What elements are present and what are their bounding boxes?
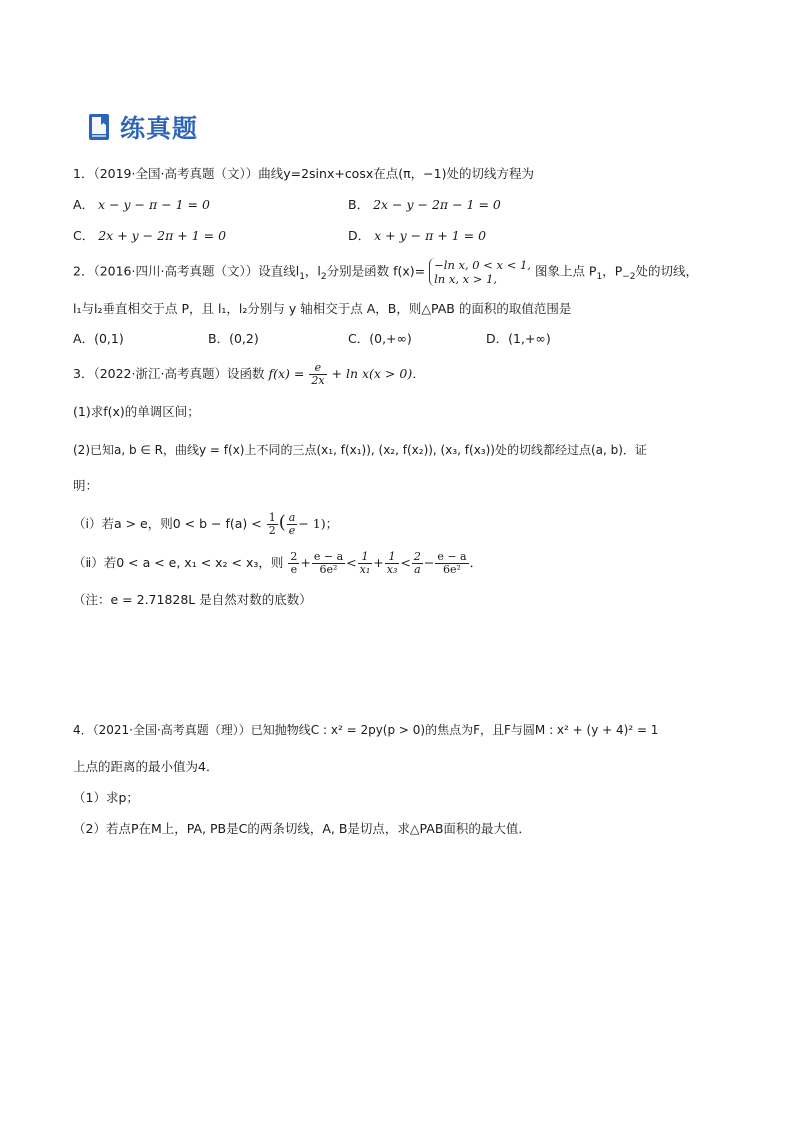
q1-option-c[interactable] (73, 228, 226, 244)
option-label: D． (348, 228, 371, 243)
section-title: 练真题 (120, 114, 199, 143)
denominator: e (290, 563, 298, 576)
numerator: e − a (313, 550, 344, 563)
numerator: 1 (268, 511, 276, 524)
q2-text: ，P (602, 263, 623, 279)
denominator: 6e² (319, 563, 338, 576)
q2-option-d[interactable] (486, 331, 551, 347)
numerator: 2 (290, 550, 298, 563)
option-expr: x − y − π − 1 = 0 (98, 197, 210, 212)
func-rhs: + ln x(x > 0)． (331, 366, 425, 381)
paren: ( (278, 512, 286, 533)
denominator: 2 (268, 524, 276, 537)
option-expr: 2x − y − 2π − 1 = 0 (373, 197, 501, 212)
subscript: 1 (596, 272, 603, 282)
denominator: 2x (311, 374, 325, 387)
q3-part-2: (2)已知a, b ∈ R，曲线y = f(x)上不同的三点(x₁, f(x₁)), (x₂, f(x₂)), (x₃, f(x₃))处的切线都经过点(a, b)．证 (73, 443, 647, 457)
fraction (287, 512, 298, 537)
numerator: 1 (385, 551, 400, 564)
option-label: B． (348, 197, 370, 212)
fraction (312, 551, 345, 576)
numerator: a (288, 511, 296, 524)
denominator: x₃ (386, 563, 398, 576)
q2-text: 2．（2016·四川·高考真题（文））设直线l (73, 263, 300, 279)
numerator: e (309, 362, 326, 375)
q3-part-1: (1)求f(x)的单调区间； (73, 404, 200, 419)
piecewise-function (429, 258, 531, 286)
fraction (309, 362, 326, 387)
q2-option-b[interactable] (208, 331, 259, 347)
option-label: C． (348, 331, 370, 346)
fraction (385, 551, 400, 576)
fraction (288, 551, 299, 576)
q1-option-a[interactable] (73, 197, 210, 213)
piece-2: ln x, x > 1, (434, 272, 498, 286)
option-label: A． (73, 331, 95, 346)
q4-part-2: （2）若点P在M上，PA, PB是C的两条切线，A, B是切点，求△PAB面积的最大值． (73, 821, 531, 836)
func-lhs: f(x) = (268, 366, 305, 381)
q2-text: 处的切线， (635, 263, 699, 279)
subscript: 2 (320, 272, 327, 282)
q2-text: ，l (304, 263, 321, 279)
q1-option-b[interactable] (348, 197, 501, 213)
option-label: D． (486, 331, 509, 346)
q3-text: ． (469, 555, 483, 570)
numerator: e − a (437, 550, 467, 563)
q2-text: 图象上点 P (534, 263, 597, 279)
q4-part-1: （1）求p； (73, 790, 139, 805)
denominator: e (288, 524, 296, 537)
option-expr: (0,+∞) (369, 331, 412, 346)
q3-text: （ⅱ）若0 < a < e, x₁ < x₂ < x₃，则 (73, 555, 284, 570)
fraction (435, 551, 468, 576)
q3-note: （注：e = 2.71828L 是自然对数的底数） (73, 592, 312, 607)
option-expr: x + y − π + 1 = 0 (374, 228, 487, 243)
subscript: 1 (299, 272, 305, 282)
fraction (358, 551, 373, 576)
operator: + (373, 555, 384, 570)
option-label: A． (73, 197, 95, 212)
q3-sub-ii (73, 548, 482, 578)
operator: < (346, 555, 357, 570)
option-label: C． (73, 228, 95, 243)
operator: − (423, 555, 435, 570)
q2-option-c[interactable] (348, 331, 412, 347)
q3-text: 3．（2022·浙江·高考真题）设函数 (73, 366, 265, 381)
piece-1: −ln x, 0 < x < 1, (434, 258, 531, 272)
book-icon (88, 113, 110, 141)
q2-text: 分别是函数 f(x)= (326, 263, 430, 279)
q3-text: − 1)； (298, 516, 339, 531)
numerator: 2 (413, 550, 421, 563)
question-2-stem (73, 258, 698, 286)
question-1-stem: 1．（2019·全国·高考真题（文））曲线y=2sinx+cosx在点(π，−1)处的切线方程为 (73, 166, 534, 181)
denominator: 6e² (443, 563, 461, 576)
option-expr: (0,1) (94, 331, 124, 346)
q3-part-2-cont: 明： (73, 478, 99, 493)
denominator: a (414, 563, 421, 576)
section-header (88, 110, 198, 144)
question-3-stem (73, 360, 425, 388)
question-2-line2: l₁与l₂垂直相交于点 P，且 l₁，l₂分别与 y 轴相交于点 A，B，则△PAB 的面积的取值范围是 (73, 301, 572, 316)
operator: < (400, 555, 411, 570)
option-label: B． (208, 331, 230, 346)
q3-sub-i (73, 508, 338, 539)
subscript: −2 (622, 272, 636, 282)
option-expr: 2x + y − 2π + 1 = 0 (98, 228, 227, 243)
option-expr: (0,2) (229, 331, 259, 346)
numerator: 1 (358, 551, 373, 564)
question-4-stem: 4．（2021·全国·高考真题（理））已知抛物线C : x² = 2py(p > 0)的焦点为F，且F与圆M : x² + (y + 4)² = 1 (73, 723, 659, 737)
question-4-line2: 上点的距离的最小值为4． (73, 759, 219, 774)
fraction (412, 551, 423, 576)
q3-text: （ⅰ）若a > e，则0 < b − f(a) < (73, 516, 262, 531)
operator: + (300, 555, 311, 570)
option-expr: (1,+∞) (508, 331, 551, 346)
q1-option-d[interactable] (348, 228, 486, 244)
q2-option-a[interactable] (73, 331, 124, 347)
denominator: x₁ (359, 563, 371, 576)
fraction (267, 512, 278, 537)
